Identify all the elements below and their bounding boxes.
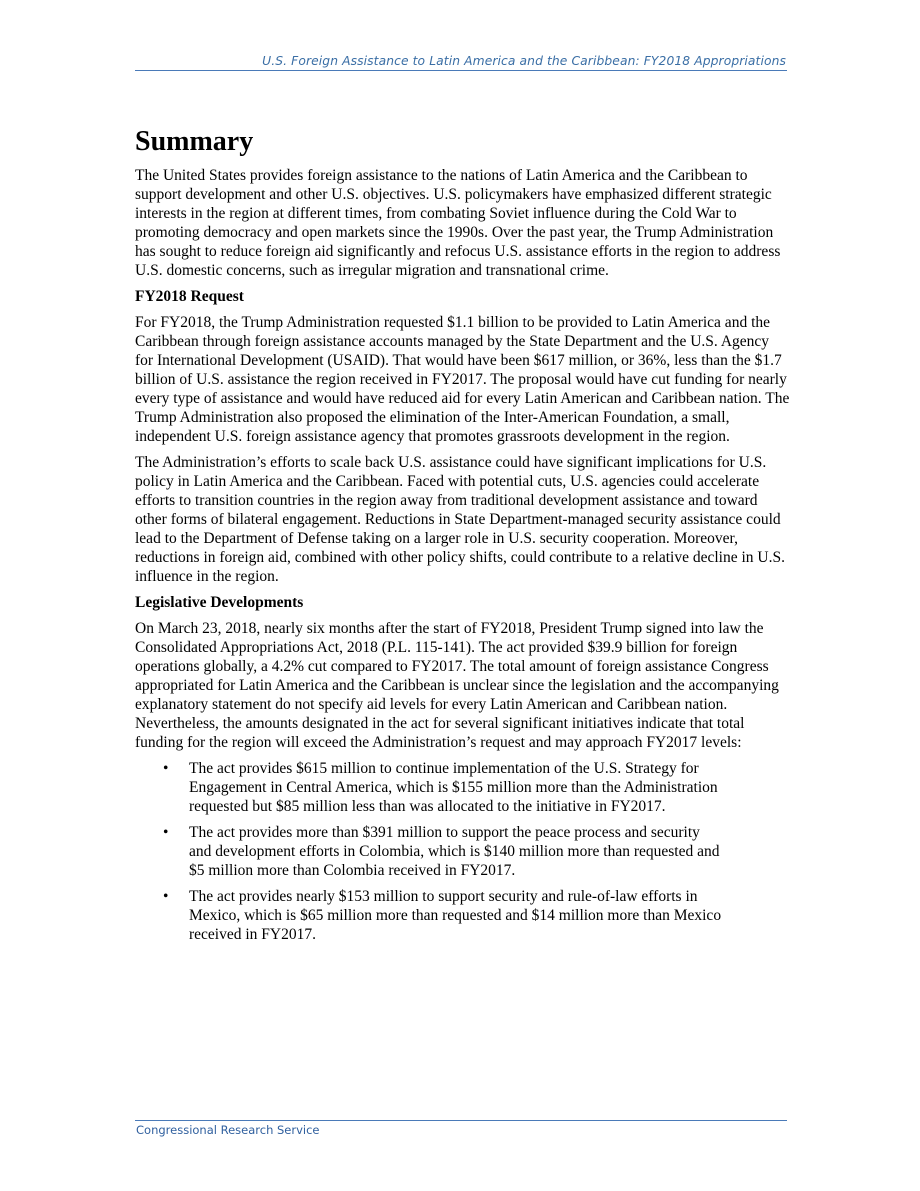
initiative-bullet-list — [135, 759, 790, 944]
legislative-paragraph: On March 23, 2018, nearly six months after the start of FY2018, President Trump signed into law the Consolidated Appropriations Act, 2018 (P.L. 115-141). The act provided $39.9 billion for foreign operations globally, a 4.2% cut compared to FY2017. The total amount of foreign assistance Congress appropriated for Latin America and the Caribbean is unclear since the legislation and the accompanying explanatory statement do not specify aid levels for every Latin American and Caribbean nation. Nevertheless, the amounts designated in the act for several significant initiatives indicate that total funding for the region will exceed the Administration’s request and may approach FY2017 levels: — [135, 620, 779, 751]
fy2018-request-paragraph-1: For FY2018, the Trump Administration requested $1.1 billion to be provided to Latin America and the Caribbean through foreign assistance accounts managed by the State Department and the U.S. Agency for International Development (USAID). That would have been $617 million, or 36%, less than the $1.7 billion of U.S. assistance the region received in FY2017. The proposal would have cut funding for nearly every type of assistance and would have reduced aid for every Latin American and Caribbean nation. The Trump Administration also proposed the elimination of the Inter-American Foundation, a small, independent U.S. foreign assistance agency that promotes grassroots development in the region. — [135, 314, 790, 445]
fy2018-request-heading: FY2018 Request — [135, 288, 244, 305]
bullet-text: The act provides $615 million to continue implementation of the U.S. Strategy for Engagement in Central America, which is $155 million more than the Administration requested but $85 million less than was allocated to the initiative in FY2017. — [189, 760, 718, 815]
bullet-text: The act provides more than $391 million to support the peace process and security and development efforts in Colombia, which is $140 million more than requested and $5 million more than Colombia received in FY2017. — [189, 824, 720, 879]
bullet-item — [135, 759, 724, 816]
bullet-text: The act provides nearly $153 million to support security and rule-of-law efforts in Mexico, which is $65 million more than requested and $14 million more than Mexico received in FY2017. — [189, 888, 722, 943]
page-body — [135, 126, 790, 951]
footer-divider — [135, 1120, 787, 1121]
section-title: Summary — [135, 126, 254, 157]
fy2018-request-paragraph-2: The Administration’s efforts to scale back U.S. assistance could have significant implications for U.S. policy in Latin America and the Caribbean. Faced with potential cuts, U.S. agencies could accelerate efforts to transition countries in the region away from traditional development assistance and toward other forms of bilateral engagement. Reductions in State Department-managed security assistance could lead to the Department of Defense taking on a larger role in U.S. security cooperation. Moreover, reductions in foreign aid, combined with other policy shifts, could contribute to a relative decline in U.S. influence in the region. — [135, 454, 785, 585]
bullet-icon: • — [163, 824, 169, 841]
header-divider — [135, 70, 787, 71]
intro-paragraph: The United States provides foreign assistance to the nations of Latin America and the Caribbean to support development and other U.S. objectives. U.S. policymakers have emphasized different strategic interests in the region at different times, from combating Soviet influence during the Cold War to promoting democracy and open markets since the 1990s. Over the past year, the Trump Administration has sought to reduce foreign aid significantly and refocus U.S. assistance efforts in the region to address U.S. domestic concerns, such as irregular migration and transnational crime. — [135, 167, 781, 279]
bullet-item — [135, 823, 724, 880]
bullet-item — [135, 887, 724, 944]
legislative-heading: Legislative Developments — [135, 594, 304, 611]
bullet-icon: • — [163, 760, 169, 777]
running-header: U.S. Foreign Assistance to Latin America and the Caribbean: FY2018 Appropriations — [262, 54, 786, 68]
bullet-icon: • — [163, 888, 169, 905]
footer-label: Congressional Research Service — [136, 1123, 320, 1137]
